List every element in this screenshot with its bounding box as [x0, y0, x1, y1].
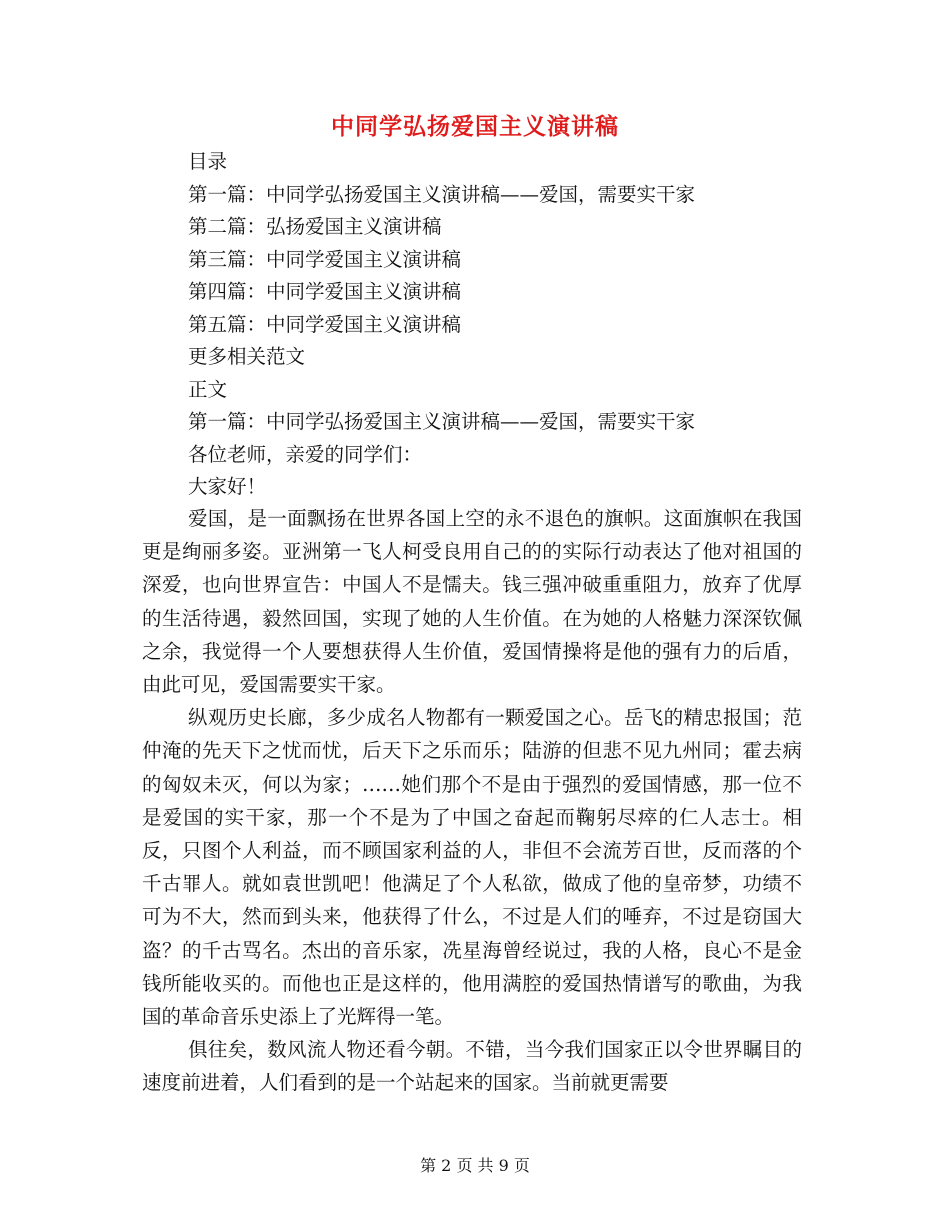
- body-text: [142, 502, 802, 1100]
- section-heading: 第一篇：中同学弘扬爱国主义演讲稿——爱国，需要实干家: [188, 410, 696, 433]
- paragraph-1: 爱国，是一面飘扬在世界各国上空的永不退色的旗帜。这面旗帜在我国更是绚丽多姿。亚洲第一飞人柯受良用自己的的实际行动表达了他对祖国的深爱，也向世界宣告：中国人不是懦夫。钱三强冲破重重阻力，放弃了优厚的生活待遇，毅然回国，实现了她的人生价值。在为她的人格魅力深深钦佩之余，我觉得一个人要想获得人生价值，爱国情操将是他的强有力的后盾，由此可见，爱国需要实干家。: [142, 507, 802, 697]
- paragraph-2: 纵观历史长廊，多少成名人物都有一颗爱国之心。岳飞的精忠报国；范仲淹的先天下之忧而忧，后天下之乐而乐；陆游的但悲不见九州同；霍去病的匈奴未灭，何以为家；……她们那个不是由于强烈的爱国情感，那一位不是爱国的实干家，那一个不是为了中国之奋起而鞠躬尽瘁的仁人志士。相反，只图个人利益，而不顾国家利益的人，非但不会流芳百世，反而落的个千古罪人。就如袁世凯吧！他满足了个人私欲，做成了他的皇帝梦，功绩不可为不大，然而到头来，他获得了什么，不过是人们的唾弃，不过是窃国大盗？的千古骂名。杰出的音乐家，冼星海曾经说过，我的人格，良心不是金钱所能收买的。而他也正是这样的，他用满腔的爱国热情谱写的歌曲，为我国的革命音乐史添上了光辉得一笔。: [142, 706, 802, 1029]
- toc-item-5: 第五篇：中同学爱国主义演讲稿: [188, 312, 462, 336]
- toc-item-4: 第四篇：中同学爱国主义演讲稿: [188, 280, 462, 303]
- toc-item-1: 第一篇：中同学弘扬爱国主义演讲稿——爱国，需要实干家: [188, 182, 696, 206]
- toc-item-3: 第三篇：中同学爱国主义演讲稿: [188, 247, 462, 271]
- toc-block: [188, 146, 828, 504]
- document-title: 中同学弘扬爱国主义演讲稿: [331, 114, 619, 140]
- greeting: 大家好！: [188, 475, 267, 498]
- paragraph-3: 俱往矣，数风流人物还看今朝。不错，当今我们国家正以令世界瞩目的速度前进着，人们看到的是一个站起来的国家。当前就更需要: [142, 1038, 802, 1095]
- page-footer: 第 2 页 共 9 页: [420, 1156, 530, 1175]
- toc-heading: 目录: [188, 150, 228, 173]
- toc-item-2: 第二篇：弘扬爱国主义演讲稿: [188, 215, 442, 238]
- body-heading: 正文: [188, 377, 228, 401]
- salutation: 各位老师，亲爱的同学们：: [188, 442, 423, 466]
- toc-more: 更多相关范文: [188, 345, 306, 368]
